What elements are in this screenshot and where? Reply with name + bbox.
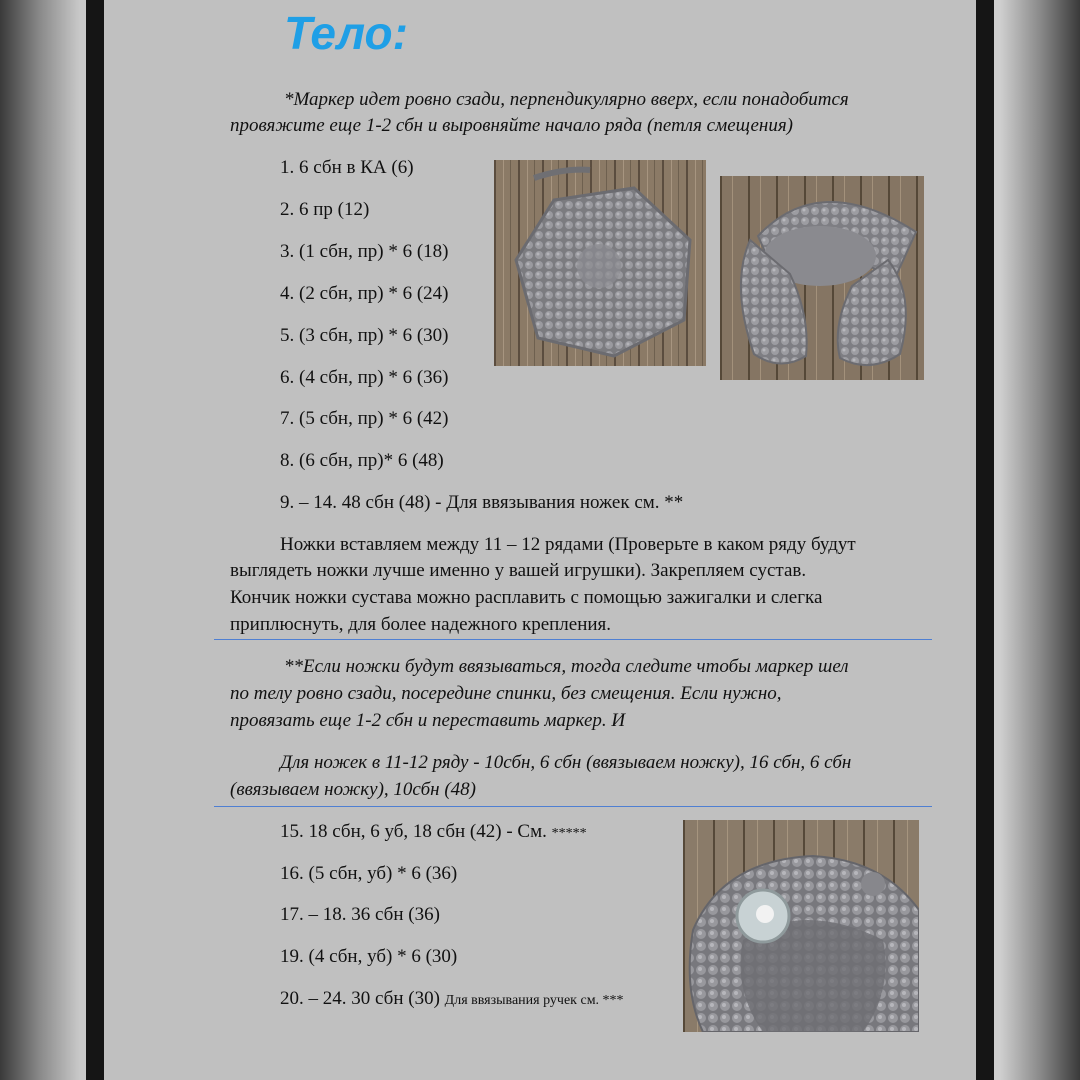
row-15-text: 15. 18 сбн, 6 уб, 18 сбн (42) - См. [280, 821, 547, 842]
note-legs-line3: провязать еще 1-2 сбн и переставить маркер. И [230, 710, 626, 731]
document-page [104, 0, 976, 1080]
legs-para-line2: выглядеть ножки лучше именно у вашей игрушки). Закрепляем сустав. [230, 560, 807, 581]
legs-para-line1: Ножки вставляем между 11 – 12 рядами (Проверьте в каком ряду будут [280, 534, 856, 555]
legs-para-line3: Кончик ножки сустава можно расплавить с помощью зажигалки и слегка [230, 587, 823, 608]
row-4: 4. (2 сбн, пр) * 6 (24) [280, 283, 449, 304]
photo-body-with-legs-image [720, 176, 924, 380]
photo-joint-closeup-image [683, 820, 919, 1032]
row-20-24 [280, 985, 624, 1015]
row-8: 8. (6 сбн, пр)* 6 (48) [280, 450, 444, 471]
frame-border-left [86, 0, 104, 1080]
note-legs-line2: по телу ровно сзади, посередине спинки, без смещения. Если нужно, [230, 683, 782, 704]
note-marker-line2: провяжите еще 1-2 сбн и выровняйте начало ряда (петля смещения) [230, 115, 793, 136]
note-legs-line4: Для ножек в 11-12 ряду - 10сбн, 6 сбн (ввязываем ножку), 16 сбн, 6 сбн [280, 752, 852, 773]
row-19: 19. (4 сбн, уб) * 6 (30) [280, 946, 458, 967]
row-20-24-note: Для ввязывания ручек см. *** [444, 993, 624, 1008]
row-3: 3. (1 сбн, пр) * 6 (18) [280, 241, 449, 262]
row-15 [280, 818, 587, 848]
note-legs-line5: (ввязываем ножку), 10сбн (48) [230, 779, 476, 800]
row-6: 6. (4 сбн, пр) * 6 (36) [280, 367, 449, 388]
row-20-24-text: 20. – 24. 30 сбн (30) [280, 988, 440, 1009]
note-marker-line1: *Маркер идет ровно сзади, перпендикулярно вверх, если понадобится [284, 89, 849, 110]
divider-1 [214, 639, 932, 640]
row-1: 1. 6 сбн в КА (6) [280, 157, 414, 178]
divider-2 [214, 806, 932, 807]
page-title: Тело: [284, 7, 408, 59]
row-16: 16. (5 сбн, уб) * 6 (36) [280, 863, 458, 884]
note-legs-line1: **Если ножки будут ввязываться, тогда следите чтобы маркер шел [284, 656, 849, 677]
row-17-18: 17. – 18. 36 сбн (36) [280, 904, 440, 925]
row-5: 5. (3 сбн, пр) * 6 (30) [280, 325, 449, 346]
photo-flat-circle [494, 160, 706, 366]
row-9-14: 9. – 14. 48 сбн (48) - Для ввязывания ножек см. ** [280, 492, 684, 513]
row-15-ref: ***** [551, 826, 587, 841]
legs-para-line4: приплюснуть, для более надежного крепления. [230, 614, 612, 635]
photo-body-with-legs [720, 176, 924, 380]
frame-border-right [976, 0, 994, 1080]
photo-flat-circle-image [494, 160, 706, 366]
row-7: 7. (5 сбн, пр) * 6 (42) [280, 408, 449, 429]
photo-joint-closeup [683, 820, 919, 1032]
row-2: 2. 6 пр (12) [280, 199, 370, 220]
